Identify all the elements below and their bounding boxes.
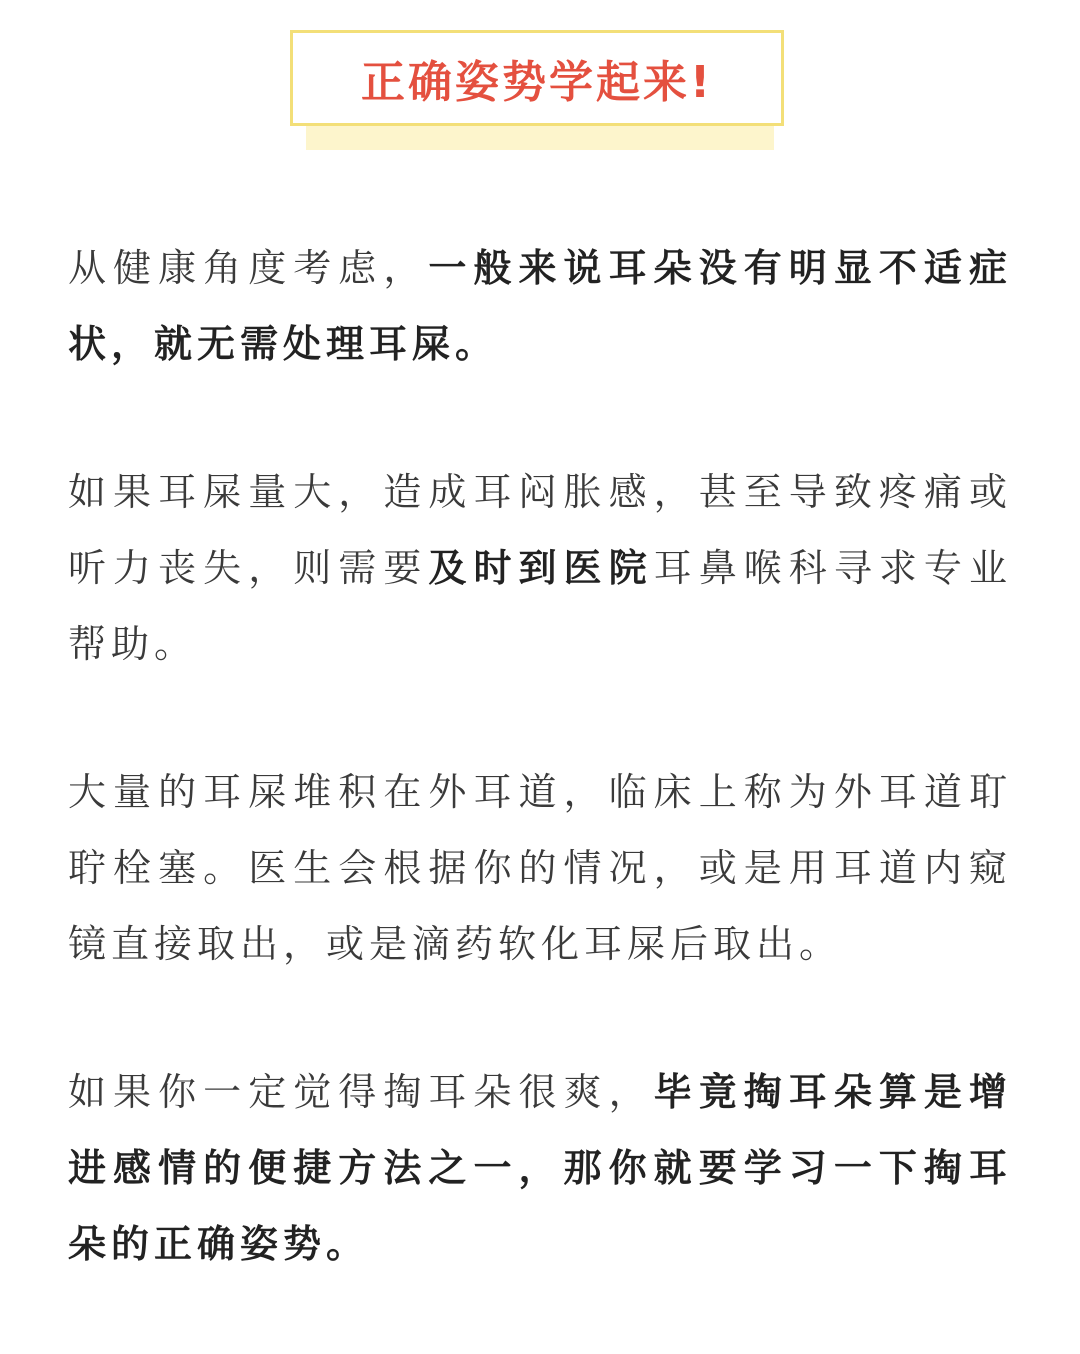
- paragraph-4-segment-2: 毕竟掏耳朵算是增进感情的便捷方法之一，那你就要学习一下掏耳朵的正确姿势。: [68, 1070, 1012, 1266]
- article-body: [68, 230, 1012, 1354]
- paragraph-1-segment-1: 从健康角度考虑，: [68, 246, 429, 290]
- paragraph-4-segment-1: 如果你一定觉得掏耳朵很爽，: [68, 1070, 654, 1114]
- section-title-banner: [290, 30, 790, 150]
- paragraph-2: [68, 454, 1012, 682]
- paragraph-2-segment-1: 如果耳屎量大，造成耳闷胀感，甚至导致疼痛或听力丧失，则需要: [68, 470, 1012, 590]
- paragraph-1: [68, 230, 1012, 382]
- paragraph-2-segment-2: 及时到医院: [428, 546, 654, 590]
- title-box: [290, 30, 784, 126]
- paragraph-2-segment-3: 耳鼻喉科寻求专业帮助。: [68, 546, 1012, 666]
- paragraph-4: [68, 1054, 1012, 1282]
- paragraph-1-segment-2: 一般来说耳朵没有明显不适症状，就无需处理耳屎。: [68, 246, 1012, 366]
- paragraph-3: [68, 754, 1012, 982]
- section-title: 正确姿势学起来!: [360, 57, 714, 108]
- paragraph-3-segment-1: 大量的耳屎堆积在外耳道，临床上称为外耳道耵聍栓塞。医生会根据你的情况，或是用耳道内窥镜直接取出，或是滴药软化耳屎后取出。: [68, 770, 1012, 966]
